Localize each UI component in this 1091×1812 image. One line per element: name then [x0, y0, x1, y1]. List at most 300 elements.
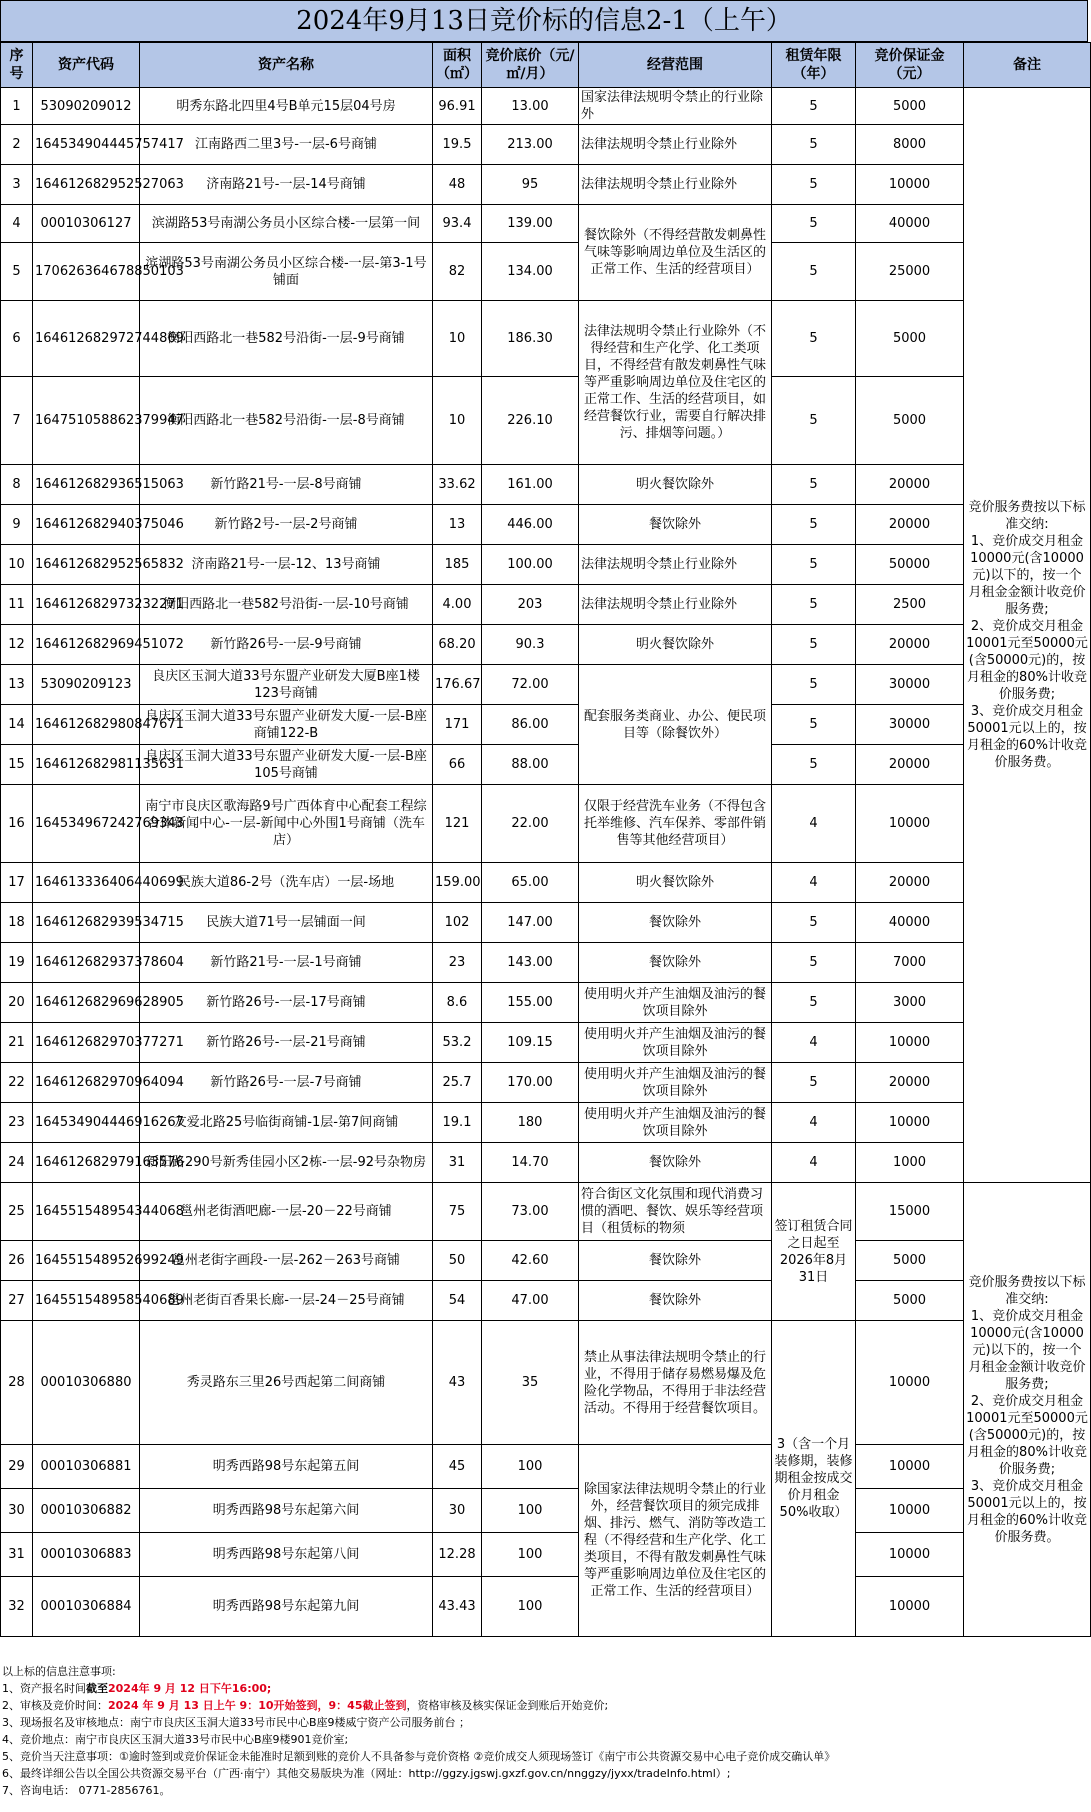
cell-deposit: 8000: [856, 125, 964, 165]
cell-name: 新阳路290号新秀佳园小区2栋-一层-92号杂物房: [140, 1143, 433, 1183]
cell-seq: 12: [1, 625, 33, 665]
cell-name: 民族大道86-2号（洗车店）一层-场地: [140, 863, 433, 903]
cell-seq: 4: [1, 205, 33, 243]
cell-deposit: 20000: [856, 625, 964, 665]
table-row: [1, 1143, 1091, 1183]
note-registration: [2, 1680, 1090, 1697]
cell-scope: 国家法律法规明令禁止的行业除外: [579, 88, 772, 125]
cell-code: 164551548952699249: [33, 1241, 140, 1281]
cell-term: 5: [772, 88, 856, 125]
cell-name: 明秀东路北四里4号B单元15层04号房: [140, 88, 433, 125]
cell-deposit: 5000: [856, 1241, 964, 1281]
cell-name: 新竹路26号-一层-7号商铺: [140, 1063, 433, 1103]
table-row: [1, 1321, 1091, 1445]
cell-deposit: 20000: [856, 1063, 964, 1103]
header-deposit: 竞价保证金（元）: [856, 43, 964, 88]
cell-seq: 17: [1, 863, 33, 903]
cell-scope: 餐饮除外: [579, 943, 772, 983]
cell-scope: 明火餐饮除外: [579, 465, 772, 505]
cell-code: 164612682979163576: [33, 1143, 140, 1183]
cell-seq: 28: [1, 1321, 33, 1445]
cell-price: 134.00: [482, 243, 579, 301]
cell-term: 5: [772, 125, 856, 165]
table-row: [1, 625, 1091, 665]
cell-code: 00010306880: [33, 1321, 140, 1445]
cell-deposit: 40000: [856, 903, 964, 943]
cell-code: 170626364678850103: [33, 243, 140, 301]
cell-deposit: 40000: [856, 205, 964, 243]
table-row: [1, 1489, 1091, 1533]
cell-name: 良庆区玉洞大道33号东盟产业研发大厦-一层-B座105号商铺: [140, 745, 433, 785]
cell-area: 45: [433, 1445, 482, 1489]
table-row: [1, 1103, 1091, 1143]
cell-area: 33.62: [433, 465, 482, 505]
cell-area: 54: [433, 1281, 482, 1321]
table-row: [1, 745, 1091, 785]
cell-name: 济南路21号-一层-14号商铺: [140, 165, 433, 205]
cell-seq: 13: [1, 665, 33, 705]
table-row: [1, 1577, 1091, 1637]
cell-scope: 仅限于经营洗车业务（不得包含托举维修、汽车保养、零部件销售等其他经营项目）: [579, 785, 772, 863]
cell-code: 164751058862379947: [33, 377, 140, 465]
table-row: [1, 903, 1091, 943]
cell-area: 43.43: [433, 1577, 482, 1637]
cell-deposit: 10000: [856, 1103, 964, 1143]
cell-deposit: 15000: [856, 1183, 964, 1241]
cell-seq: 14: [1, 705, 33, 745]
cell-name: 新竹路21号-一层-8号商铺: [140, 465, 433, 505]
table-row: [1, 243, 1091, 301]
cell-seq: 7: [1, 377, 33, 465]
cell-seq: 32: [1, 1577, 33, 1637]
cell-name: 衡阳西路北一巷582号沿街-一层-9号商铺: [140, 301, 433, 377]
table-row: [1, 301, 1091, 377]
page-title: 2024年9月13日竞价标的信息2-1（上午）: [0, 0, 1088, 42]
cell-name: 江南路西二里3号-一层-6号商铺: [140, 125, 433, 165]
cell-term: 5: [772, 983, 856, 1023]
table-row: [1, 1241, 1091, 1281]
cell-scope: 法律法规明令禁止行业除外（不得经营和生产化学、化工类项目，不得经营有散发刺鼻性气味等严重影响周边单位及住宅区的正常工作、生活的经营项目，如经营餐饮行业，需要自行解决排污、排烟等问题。）: [579, 301, 772, 465]
table-row: [1, 125, 1091, 165]
cell-area: 10: [433, 301, 482, 377]
cell-term: 4: [772, 863, 856, 903]
cell-price: 42.60: [482, 1241, 579, 1281]
cell-name: 新竹路26号-一层-9号商铺: [140, 625, 433, 665]
cell-term: 5: [772, 377, 856, 465]
table-row: [1, 983, 1091, 1023]
cell-term: 4: [772, 1143, 856, 1183]
cell-price: 143.00: [482, 943, 579, 983]
note-announcement-link[interactable]: 6、最终详细公告以全国公共资源交易平台（广西·南宁）其他交易版块为准（网址：http://ggzy.jgswj.gxzf.gov.cn/nnggzy/jyxx/tradeInfo.html）;: [2, 1767, 731, 1780]
cell-name: 秀灵路东三里26号西起第二间商铺: [140, 1321, 433, 1445]
cell-name: 友爱北路25号临街商铺-1层-第7间商铺: [140, 1103, 433, 1143]
cell-area: 8.6: [433, 983, 482, 1023]
cell-code: 53090209123: [33, 665, 140, 705]
cell-area: 159.00: [433, 863, 482, 903]
cell-deposit: 20000: [856, 505, 964, 545]
cell-code: 00010306882: [33, 1489, 140, 1533]
cell-code: 164612682970964094: [33, 1063, 140, 1103]
cell-price: 72.00: [482, 665, 579, 705]
cell-term: 5: [772, 505, 856, 545]
cell-deposit: 1000: [856, 1143, 964, 1183]
cell-seq: 1: [1, 88, 33, 125]
table-row: [1, 465, 1091, 505]
cell-price: 90.3: [482, 625, 579, 665]
cell-seq: 9: [1, 505, 33, 545]
cell-name: 民族大道71号一层铺面一间: [140, 903, 433, 943]
cell-seq: 8: [1, 465, 33, 505]
note-2-time: 2024 年 9 月 13 日上午 9：10开始签到，9：45截止签到: [108, 1699, 407, 1712]
remark-block-1: 竞价服务费按以下标准交纳: 1、竞价成交月租金10000元(含10000元)以下的，按一个月租金金额计收竞价服务费; 2、竞价成交月租金10001元至50000元(含50000元)的，按月租金的80%计收竞价服务费; 3、竞价成交月租金50001元以上的，按月租金的60%计收竞价服务费。: [964, 88, 1091, 1183]
cell-deposit: 10000: [856, 1533, 964, 1577]
cell-term: 5: [772, 205, 856, 243]
cell-area: 96.91: [433, 88, 482, 125]
cell-price: 213.00: [482, 125, 579, 165]
cell-area: 19.5: [433, 125, 482, 165]
cell-area: 53.2: [433, 1023, 482, 1063]
cell-code: 164612682969628905: [33, 983, 140, 1023]
cell-deposit: 7000: [856, 943, 964, 983]
header-area: 面积（㎡）: [433, 43, 482, 88]
cell-name: 南宁市良庆区歌海路9号广西体育中心配套工程综合体新闻中心-一层-新闻中心外围1号商铺（洗车店）: [140, 785, 433, 863]
remark-block-2: 竞价服务费按以下标准交纳: 1、竞价成交月租金10000元(含10000元)以下的，按一个月租金金额计收竞价服务费; 2、竞价成交月租金10001元至50000元(含50000元)的，按月租金的80%计收竞价服务费; 3、竞价成交月租金50001元以上的，按月租金的60%计收竞价服务费。: [964, 1183, 1091, 1637]
cell-name: 良庆区玉洞大道33号东盟产业研发大厦B座1楼123号商铺: [140, 665, 433, 705]
cell-term: 5: [772, 545, 856, 585]
cell-code: 164612682940375046: [33, 505, 140, 545]
cell-area: 176.67: [433, 665, 482, 705]
note-bidding-place: 4、竞价地点：南宁市良庆区玉洞大道33号市民中心B座9楼901竞价室;: [2, 1733, 349, 1746]
cell-scope: 使用明火并产生油烟及油污的餐饮项目除外: [579, 1103, 772, 1143]
cell-code: 164612682970377271: [33, 1023, 140, 1063]
cell-price: 226.10: [482, 377, 579, 465]
cell-price: 95: [482, 165, 579, 205]
cell-term: 5: [772, 903, 856, 943]
cell-area: 48: [433, 165, 482, 205]
table-row: [1, 205, 1091, 243]
cell-price: 100: [482, 1577, 579, 1637]
cell-code: 00010306127: [33, 205, 140, 243]
cell-term: 5: [772, 943, 856, 983]
cell-price: 180: [482, 1103, 579, 1143]
cell-seq: 5: [1, 243, 33, 301]
cell-area: 43: [433, 1321, 482, 1445]
cell-area: 121: [433, 785, 482, 863]
cell-code: 00010306883: [33, 1533, 140, 1577]
cell-deposit: 10000: [856, 1023, 964, 1063]
cell-area: 185: [433, 545, 482, 585]
cell-area: 82: [433, 243, 482, 301]
cell-term: 5: [772, 243, 856, 301]
cell-scope: 禁止从事法律法规明令禁止的行业，不得用于储存易燃易爆及危险化学物品，不得用于非法经营活动。不得用于经营餐饮项目。: [579, 1321, 772, 1445]
cell-name: 衡阳西路北一巷582号沿街-一层-10号商铺: [140, 585, 433, 625]
note-2-label: 2、审核及竞价时间：: [2, 1699, 108, 1712]
note-bidding-day: 5、竞价当天注意事项：①逾时签到或竞价保证金未能准时足额到账的竞价人不具备参与竞价资格 ②竞价成交人须现场签订《南宁市公共资源交易中心电子竞价成交确认单》: [2, 1750, 836, 1763]
header-row: [1, 43, 1091, 88]
cell-code: 164613336406440699: [33, 863, 140, 903]
cell-name: 衡阳西路北一巷582号沿街-一层-8号商铺: [140, 377, 433, 465]
cell-name: 济南路21号-一层-12、13号商铺: [140, 545, 433, 585]
cell-seq: 2: [1, 125, 33, 165]
cell-code: 164612682969451072: [33, 625, 140, 665]
cell-seq: 24: [1, 1143, 33, 1183]
cell-price: 22.00: [482, 785, 579, 863]
cell-price: 73.00: [482, 1183, 579, 1241]
cell-seq: 20: [1, 983, 33, 1023]
table-row: [1, 377, 1091, 465]
cell-scope: 使用明火并产生油烟及油污的餐饮项目除外: [579, 983, 772, 1023]
cell-term: 5: [772, 585, 856, 625]
cell-area: 102: [433, 903, 482, 943]
cell-area: 23: [433, 943, 482, 983]
cell-seq: 30: [1, 1489, 33, 1533]
cell-scope: 餐饮除外: [579, 505, 772, 545]
cell-term: 5: [772, 665, 856, 705]
cell-seq: 26: [1, 1241, 33, 1281]
cell-price: 186.30: [482, 301, 579, 377]
asset-table: [0, 42, 1091, 1637]
cell-deposit: 30000: [856, 665, 964, 705]
cell-seq: 3: [1, 165, 33, 205]
cell-code: 00010306881: [33, 1445, 140, 1489]
cell-seq: 29: [1, 1445, 33, 1489]
cell-name: 明秀西路98号东起第九间: [140, 1577, 433, 1637]
cell-price: 109.15: [482, 1023, 579, 1063]
table-row: [1, 1063, 1091, 1103]
cell-name: 邕州老街百香果长廊-一层-24－25号商铺: [140, 1281, 433, 1321]
cell-area: 10: [433, 377, 482, 465]
header-remark: 备注: [964, 43, 1091, 88]
cell-name: 邕州老街酒吧廊-一层-20－22号商铺: [140, 1183, 433, 1241]
cell-price: 446.00: [482, 505, 579, 545]
cell-deposit: 5000: [856, 301, 964, 377]
cell-deposit: 10000: [856, 1577, 964, 1637]
cell-deposit: 10000: [856, 785, 964, 863]
header-price: 竞价底价（元/㎡/月）: [482, 43, 579, 88]
cell-price: 14.70: [482, 1143, 579, 1183]
cell-term: 4: [772, 785, 856, 863]
cell-term: 5: [772, 625, 856, 665]
cell-code: 164612682981135631: [33, 745, 140, 785]
cell-deposit: 20000: [856, 745, 964, 785]
cell-price: 161.00: [482, 465, 579, 505]
cell-code: 53090209012: [33, 88, 140, 125]
cell-scope: 配套服务类商业、办公、便民项目等（除餐饮外）: [579, 665, 772, 785]
cell-deposit: 5000: [856, 88, 964, 125]
cell-area: 12.28: [433, 1533, 482, 1577]
cell-term: 4: [772, 1103, 856, 1143]
cell-scope: 法律法规明令禁止行业除外: [579, 165, 772, 205]
table-row: [1, 785, 1091, 863]
cell-area: 31: [433, 1143, 482, 1183]
cell-deposit: 20000: [856, 863, 964, 903]
cell-name: 新竹路26号-一层-17号商铺: [140, 983, 433, 1023]
note-1-label: 1、资产报名时间: [2, 1682, 86, 1695]
cell-price: 88.00: [482, 745, 579, 785]
cell-seq: 31: [1, 1533, 33, 1577]
cell-deposit: 20000: [856, 465, 964, 505]
cell-name: 明秀西路98号东起第八间: [140, 1533, 433, 1577]
cell-price: 170.00: [482, 1063, 579, 1103]
table-row: [1, 1281, 1091, 1321]
cell-deposit: 50000: [856, 545, 964, 585]
cell-seq: 27: [1, 1281, 33, 1321]
cell-seq: 25: [1, 1183, 33, 1241]
cell-term: 5: [772, 1063, 856, 1103]
cell-deposit: 10000: [856, 1489, 964, 1533]
cell-area: 4.00: [433, 585, 482, 625]
table-row: [1, 863, 1091, 903]
cell-code: 164612682952527063: [33, 165, 140, 205]
table-row: [1, 705, 1091, 745]
cell-area: 68.20: [433, 625, 482, 665]
cell-price: 203: [482, 585, 579, 625]
table-row: [1, 505, 1091, 545]
header-scope: 经营范围: [579, 43, 772, 88]
cell-code: 164534967242769343: [33, 785, 140, 863]
table-row: [1, 1023, 1091, 1063]
table-row: [1, 545, 1091, 585]
cell-seq: 10: [1, 545, 33, 585]
notes-section: [0, 1663, 1090, 1799]
cell-code: 164534904446916267: [33, 1103, 140, 1143]
cell-code: 00010306884: [33, 1577, 140, 1637]
cell-name: 明秀西路98号东起第六间: [140, 1489, 433, 1533]
note-phone: 7、咨询电话： 0771-2856761。: [2, 1784, 171, 1797]
cell-scope: 符合街区文化氛围和现代消费习惯的酒吧、餐饮、娱乐等经营项目（租赁标的物须: [579, 1183, 772, 1241]
cell-seq: 22: [1, 1063, 33, 1103]
cell-area: 30: [433, 1489, 482, 1533]
note-1-deadline: 2024年 9 月 12 日下午16:00;: [108, 1682, 272, 1695]
header-code: 资产代码: [33, 43, 140, 88]
cell-deposit: 5000: [856, 1281, 964, 1321]
cell-price: 86.00: [482, 705, 579, 745]
cell-scope: 法律法规明令禁止行业除外: [579, 545, 772, 585]
cell-seq: 19: [1, 943, 33, 983]
note-1-bold: 截至: [86, 1682, 108, 1695]
cell-area: 25.7: [433, 1063, 482, 1103]
cell-scope: 使用明火并产生油烟及油污的餐饮项目除外: [579, 1063, 772, 1103]
cell-name: 新竹路2号-一层-2号商铺: [140, 505, 433, 545]
cell-name: 滨湖路53号南湖公务员小区综合楼-一层-第3-1号铺面: [140, 243, 433, 301]
table-row: [1, 88, 1091, 125]
cell-seq: 18: [1, 903, 33, 943]
table-row: [1, 943, 1091, 983]
note-location: 3、现场报名及审核地点：南宁市良庆区玉洞大道33号市民中心B座9楼威宁资产公司服务前台 ；: [2, 1716, 471, 1729]
cell-scope: 法律法规明令禁止行业除外: [579, 125, 772, 165]
cell-price: 100.00: [482, 545, 579, 585]
cell-deposit: 3000: [856, 983, 964, 1023]
cell-seq: 16: [1, 785, 33, 863]
note-review-time: [2, 1697, 1090, 1714]
cell-area: 50: [433, 1241, 482, 1281]
cell-deposit: 10000: [856, 1445, 964, 1489]
cell-code: 164551548954344068: [33, 1183, 140, 1241]
cell-area: 13: [433, 505, 482, 545]
cell-term: 5: [772, 165, 856, 205]
cell-area: 19.1: [433, 1103, 482, 1143]
table-row: [1, 1533, 1091, 1577]
cell-name: 明秀西路98号东起第五间: [140, 1445, 433, 1489]
cell-scope: 明火餐饮除外: [579, 863, 772, 903]
cell-scope: 餐饮除外: [579, 1143, 772, 1183]
cell-deposit: 25000: [856, 243, 964, 301]
cell-scope: 餐饮除外: [579, 1241, 772, 1281]
note-2-tail: ，资格审核及核实保证金到账后开始竞价;: [406, 1699, 609, 1712]
cell-scope: 餐饮除外: [579, 1281, 772, 1321]
cell-area: 171: [433, 705, 482, 745]
table-row: [1, 1445, 1091, 1489]
cell-term: 5: [772, 465, 856, 505]
cell-term: 签订租赁合同之日起至2026年8月31日: [772, 1183, 856, 1321]
cell-price: 147.00: [482, 903, 579, 943]
cell-scope: 法律法规明令禁止行业除外: [579, 585, 772, 625]
cell-code: 164534904445757417: [33, 125, 140, 165]
cell-seq: 6: [1, 301, 33, 377]
header-name: 资产名称: [140, 43, 433, 88]
cell-seq: 11: [1, 585, 33, 625]
cell-name: 新竹路21号-一层-1号商铺: [140, 943, 433, 983]
cell-price: 100: [482, 1445, 579, 1489]
cell-seq: 15: [1, 745, 33, 785]
cell-code: 164612682980847671: [33, 705, 140, 745]
cell-code: 164612682952565832: [33, 545, 140, 585]
cell-deposit: 5000: [856, 377, 964, 465]
cell-code: 164612682937378604: [33, 943, 140, 983]
cell-deposit: 10000: [856, 165, 964, 205]
cell-code: 164551548958540689: [33, 1281, 140, 1321]
cell-scope: 使用明火并产生油烟及油污的餐饮项目除外: [579, 1023, 772, 1063]
cell-name: 邕州老街字画段-一层-262－263号商铺: [140, 1241, 433, 1281]
cell-price: 65.00: [482, 863, 579, 903]
table-row: [1, 585, 1091, 625]
cell-term: 5: [772, 745, 856, 785]
cell-name: 新竹路26号-一层-21号商铺: [140, 1023, 433, 1063]
notes-intro: 以上标的信息注意事项:: [2, 1665, 116, 1678]
cell-name: 良庆区玉洞大道33号东盟产业研发大厦-一层-B座商铺122-B: [140, 705, 433, 745]
cell-scope: 餐饮除外（不得经营散发刺鼻性气味等影响周边单位及生活区的正常工作、生活的经营项目）: [579, 205, 772, 301]
cell-name: 滨湖路53号南湖公务员小区综合楼-一层第一间: [140, 205, 433, 243]
cell-area: 66: [433, 745, 482, 785]
cell-price: 139.00: [482, 205, 579, 243]
cell-deposit: 30000: [856, 705, 964, 745]
cell-scope: 明火餐饮除外: [579, 625, 772, 665]
cell-area: 93.4: [433, 205, 482, 243]
cell-price: 35: [482, 1321, 579, 1445]
cell-code: 164612682973232271: [33, 585, 140, 625]
cell-seq: 23: [1, 1103, 33, 1143]
table-row: [1, 665, 1091, 705]
cell-term: 3（含一个月装修期，装修期租金按成交价月租金50%收取）: [772, 1321, 856, 1637]
cell-price: 13.00: [482, 88, 579, 125]
cell-code: 164612682939534715: [33, 903, 140, 943]
cell-price: 100: [482, 1489, 579, 1533]
header-term: 租赁年限（年）: [772, 43, 856, 88]
cell-scope: 除国家法律法规明令禁止的行业外，经营餐饮项目的须完成排烟、排污、燃气、消防等改造工程（不得经营和生产化学、化工类项目，不得有散发刺鼻性气味等严重影响周边单位及住宅区的正常工作、生活的经营项目）: [579, 1445, 772, 1637]
cell-price: 47.00: [482, 1281, 579, 1321]
cell-deposit: 10000: [856, 1321, 964, 1445]
header-seq: 序号: [1, 43, 33, 88]
cell-term: 5: [772, 301, 856, 377]
cell-scope: 餐饮除外: [579, 903, 772, 943]
cell-code: 164612682936515063: [33, 465, 140, 505]
cell-term: 4: [772, 1023, 856, 1063]
cell-price: 100: [482, 1533, 579, 1577]
cell-term: 5: [772, 705, 856, 745]
table-row: [1, 165, 1091, 205]
cell-seq: 21: [1, 1023, 33, 1063]
cell-code: 164612682972744869: [33, 301, 140, 377]
